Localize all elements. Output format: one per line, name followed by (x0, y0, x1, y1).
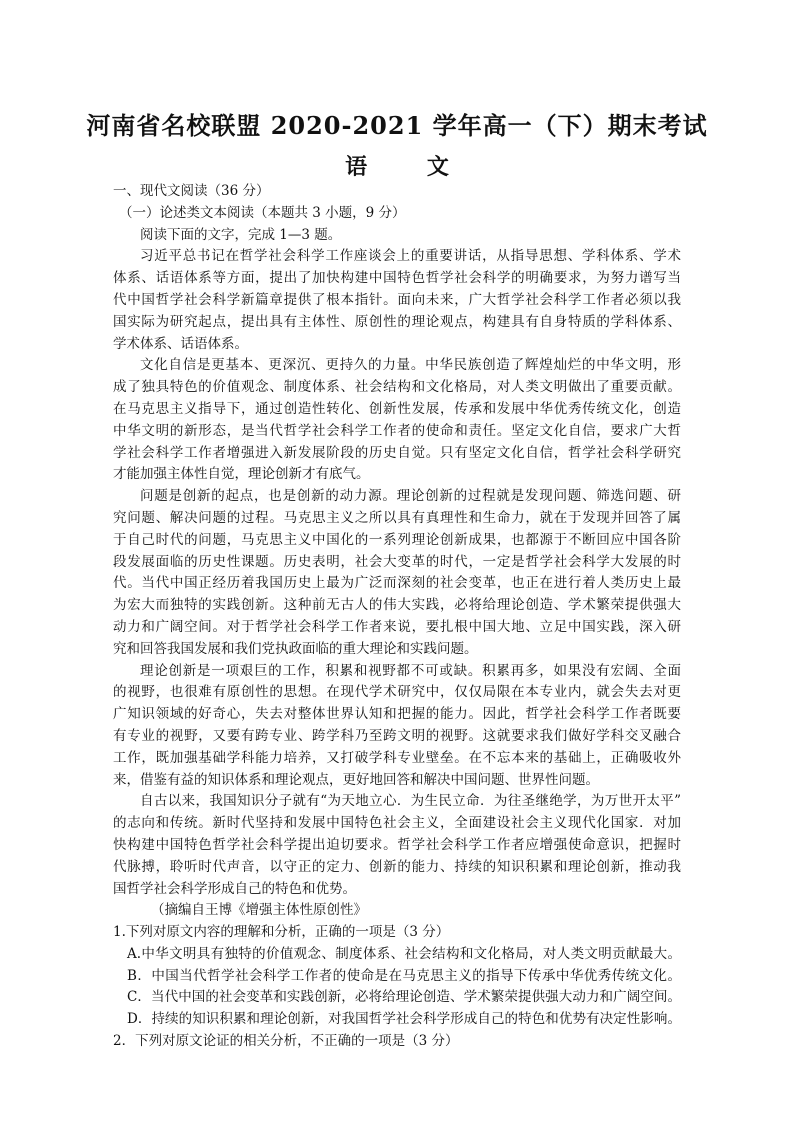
subject-title: 语 文 (345, 154, 475, 180)
text-line: 习近平总书记在哲学社会科学工作座谈会上的重要讲话，从指导思想、学科体系、学术 (140, 248, 681, 265)
text-line: 学术体系、话语体系。 (113, 335, 248, 352)
text-line: 2．下列对原文论证的相关分析，不正确的一项是（3 分） (113, 1033, 459, 1050)
text-line: 广知识领域的好奇心，失去对整体世界认知和把握的能力。因此，哲学社会科学工作者既要 (113, 706, 681, 723)
exam-body (113, 181, 681, 1053)
text-line: 动力和广阔空间。对于哲学社会科学工作者来说，要扎根中国大地、立足中国实践，深入研 (113, 618, 681, 635)
text-line: 国实际为研究起点，提出具有主体性、原创性的理论观点，构建具有自身特质的学科体系、 (113, 313, 681, 330)
text-line: 一、现代文阅读（36 分） (113, 183, 270, 199)
text-line: 的志向和传统。新时代坚持和发展中国特色社会主义，全面建设社会主义现代化国家．对加 (113, 815, 681, 832)
text-line: A.中华文明具有独特的价值观念、制度体系、社会结构和文化格局，对人类文明贡献最大。 (127, 945, 681, 962)
text-line: 有专业的视野，又要有跨专业、跨学科乃至跨文明的视野。这就要求我们做好学科交叉融合 (113, 727, 681, 744)
text-line: 在马克思主义指导下，通过创造性转化、创新性发展，传承和发展中华优秀传统文化，创造 (113, 400, 681, 417)
text-line: （摘编自王博《增强主体性原创性》 (151, 902, 367, 919)
text-line: 究问题、解决问题的过程。马克思主义之所以具有真理性和生命力，就在于发现并回答了属 (113, 509, 681, 526)
text-line: 阅读下面的文字，完成 1—3 题。 (140, 226, 342, 243)
text-line: 为宏大而独特的实践创新。这种前无古人的伟大实践，必将给理论创造、学术繁荣提供强大 (113, 597, 681, 614)
text-line: 1.下列对原文内容的理解和分析，正确的一项是（3 分） (113, 924, 450, 941)
text-line: 快构建中国特色哲学社会科学提出迫切要求。哲学社会科学工作者应增强使命意识，把握时 (113, 836, 681, 853)
text-line: 才能加强主体性自觉，理论创新才有底气。 (113, 466, 370, 483)
text-line: 究和回答我国发展和我们党执政面临的重大理论和实践问题。 (113, 640, 478, 657)
text-line: 代中国哲学社会科学新篇章提供了根本指针。面向未来，广大哲学社会科学工作者必须以我 (113, 291, 681, 308)
text-line: 文化自信是更基本、更深沉、更持久的力量。中华民族创造了辉煌灿烂的中华文明，形 (140, 357, 681, 374)
text-line: B．中国当代哲学社会科学工作者的使命是在马克思主义的指导下传承中华优秀传统文化。 (127, 967, 681, 984)
text-line: 理论创新是一项艰巨的工作，积累和视野都不可或缺。积累再多，如果没有宏阔、全面 (140, 662, 681, 679)
text-line: C．当代中国的社会变革和实践创新，必将给理论创造、学术繁荣提供强大动力和广阔空间。 (127, 989, 681, 1006)
text-line: （一）论述类文本阅读（本题共 3 小题，9 分） (119, 204, 406, 221)
text-line: 问题是创新的起点，也是创新的动力源。理论创新的过程就是发现问题、筛选问题、研 (140, 488, 681, 505)
text-line: 国哲学社会科学形成自己的特色和优势。 (113, 880, 356, 897)
text-line: 的视野，也很难有原创性的思想。在现代学术研究中，仅仅局限在本专业内，就会失去对更 (113, 684, 681, 701)
text-line: 自古以来，我国知识分子就有“为天地立心．为生民立命．为往圣继绝学，为万世开太平” (140, 793, 681, 810)
text-line: 代脉搏，聆听时代声音，以守正的定力、创新的能力、持续的知识积累和理论创新，推动我 (113, 858, 681, 875)
text-line: 代。当代中国正经历着我国历史上最为广泛而深刻的社会变革，也正在进行着人类历史上最 (113, 575, 681, 592)
text-line: 来，借鉴有益的知识体系和理论观点，更好地回答和解决中国问题、世界性问题。 (113, 771, 599, 788)
text-line: 体系、话语体系等方面，提出了加快构建中国特色哲学社会科学的明确要求，为努力谱写当 (113, 270, 681, 287)
exam-title: 河南省名校联盟 2020-2021 学年高一（下）期末考试 (86, 111, 708, 140)
text-line: 学社会科学工作者增强进入新发展阶段的历史自觉。只有坚定文化自信，哲学社会科学研究 (113, 444, 681, 461)
text-line: 成了独具特色的价值观念、制度体系、社会结构和文化格局，对人类文明做出了重要贡献。 (113, 379, 681, 396)
text-line: 于自己时代的问题，马克思主义中国化的一系列理论创新成果，也都源于不断回应中国各阶 (113, 531, 681, 548)
text-line: 中华文明的新形态，是当代哲学社会科学工作者的使命和责任。坚定文化自信，要求广大哲 (113, 422, 681, 439)
text-line: 工作，既加强基础学科能力培养，又打破学科专业壁垒。在不忘本来的基础上，正确吸收外 (113, 749, 681, 766)
text-line: 段发展面临的历史性课题。历史表明，社会大变革的时代，一定是哲学社会科学大发展的时 (113, 553, 681, 570)
text-line: D．持续的知识积累和理论创新，对我国哲学社会科学形成自己的特色和优势有决定性影响。 (127, 1011, 681, 1028)
